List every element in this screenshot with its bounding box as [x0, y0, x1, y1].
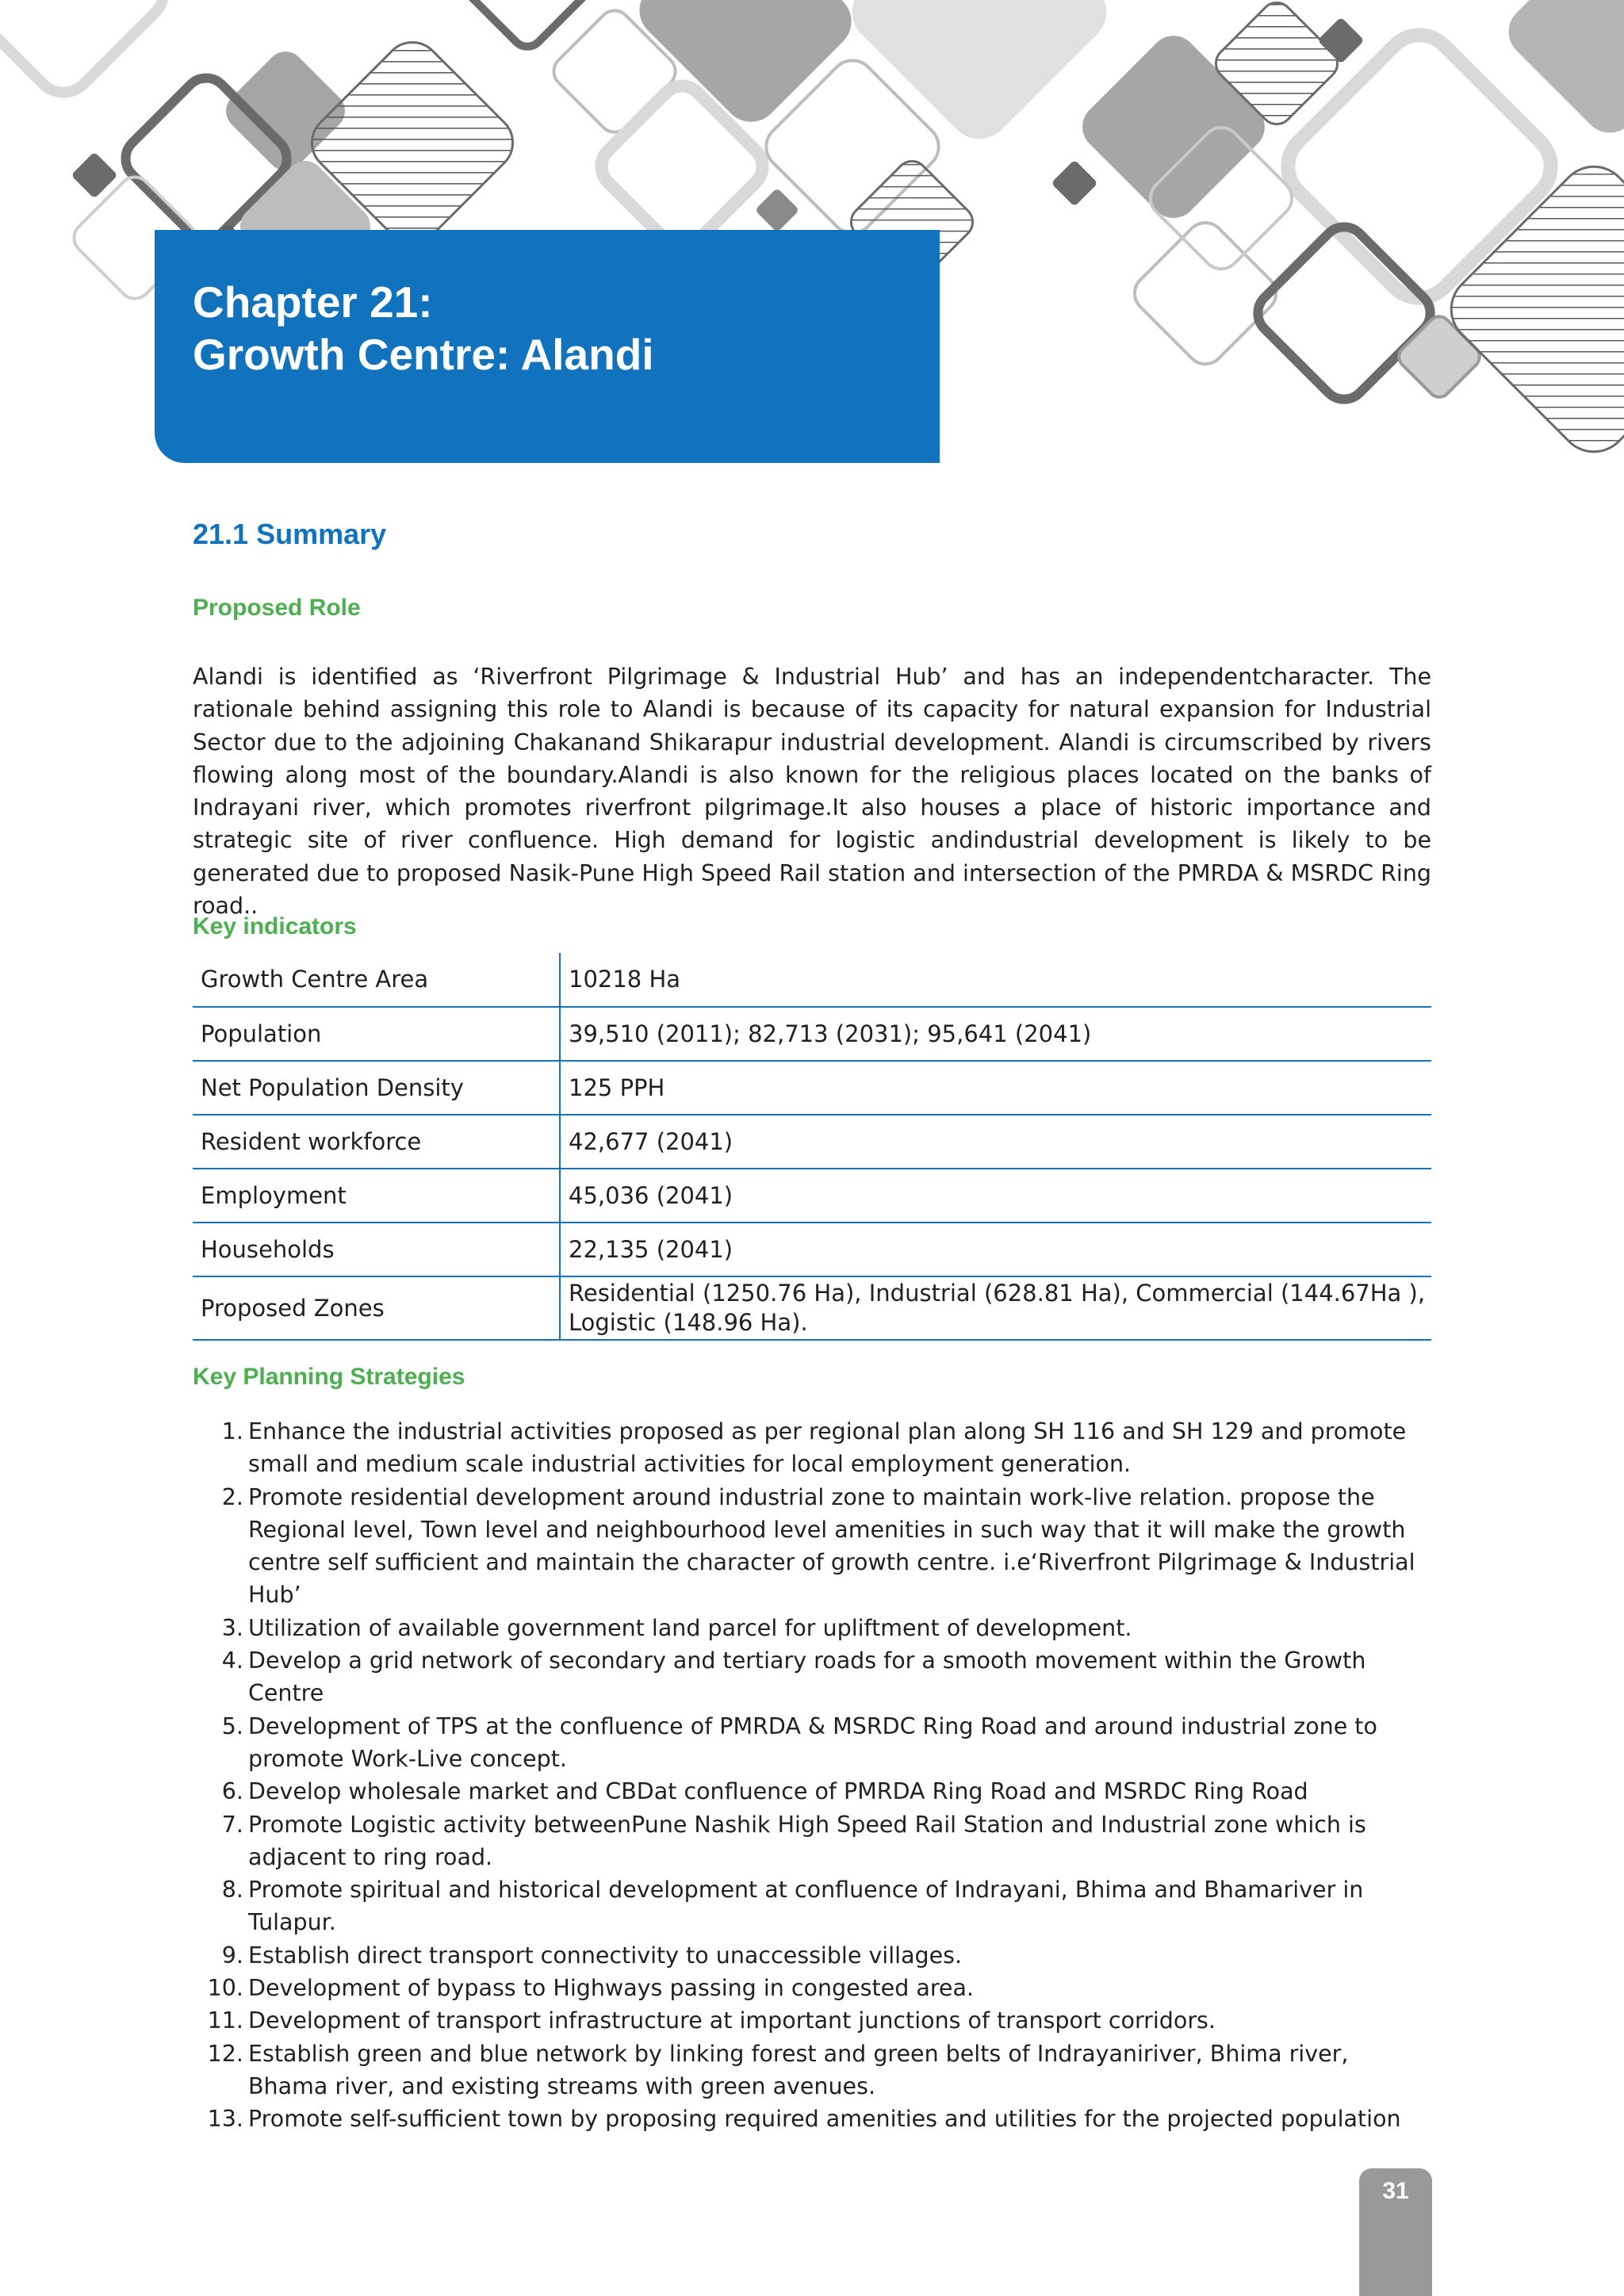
indicator-label: Resident workforce	[193, 1115, 560, 1169]
list-item	[193, 1481, 1431, 1612]
indicator-label: Population	[193, 1007, 560, 1061]
indicator-value: 42,677 (2041)	[560, 1115, 1431, 1169]
section-title: 21.1 Summary	[193, 518, 387, 550]
indicator-label: Employment	[193, 1169, 560, 1223]
list-text: Utilization of available government land parcel for upliftment of development.	[248, 1614, 1132, 1641]
key-planning-strategies-heading: Key Planning Strategies	[193, 1364, 465, 1390]
list-item	[193, 1808, 1431, 1874]
table-row	[193, 1169, 1431, 1223]
chapter-banner	[155, 230, 940, 463]
list-text: Promote self-sufficient town by proposing required amenities and utilities for the projected population	[248, 2106, 1401, 2133]
list-number: 13.	[207, 2106, 243, 2133]
table-row	[193, 1223, 1431, 1276]
list-number: 5.	[221, 1712, 243, 1739]
list-text: Development of TPS at the confluence of PMRDA & MSRDC Ring Road and around industrial zone to promote Work-Live concept.	[248, 1712, 1377, 1772]
table-row	[193, 953, 1431, 1007]
list-text: Promote spiritual and historical development at confluence of Indrayani, Bhima and Bhamariver in Tulapur.	[248, 1877, 1364, 1936]
table-row	[193, 1007, 1431, 1061]
list-number: 10.	[207, 1975, 243, 2002]
proposed-role-heading: Proposed Role	[193, 595, 361, 621]
list-text: Develop wholesale market and CBDat confluence of PMRDA Ring Road and MSRDC Ring Road	[248, 1778, 1308, 1805]
list-item	[193, 1939, 1431, 1972]
list-text: Promote residential development around industrial zone to maintain work-live relation. propose the Regional level, Town level and neighbourhood level amenities in such way that it will make the growth centre self sufficient and maintain the character of growth centre. i.e‘Riverfront Pilgrimage & Industrial Hub’	[248, 1483, 1415, 1609]
chapter-title: Growth Centre: Alandi	[193, 330, 654, 379]
indicator-value: 22,135 (2041)	[560, 1223, 1431, 1276]
list-item	[193, 1710, 1431, 1776]
table-row	[193, 1061, 1431, 1115]
list-text: Establish direct transport connectivity to unaccessible villages.	[248, 1942, 963, 1969]
list-number: 2.	[221, 1483, 243, 1510]
indicator-value: Residential (1250.76 Ha), Industrial (628.81 Ha), Commercial (144.67Ha ), Logistic (148.96 Ha).	[560, 1276, 1431, 1340]
indicator-value: 39,510 (2011); 82,713 (2031); 95,641 (2041)	[560, 1007, 1431, 1061]
indicator-label: Growth Centre Area	[193, 953, 560, 1007]
list-item	[193, 2103, 1431, 2135]
list-number: 12.	[207, 2040, 243, 2067]
list-text: Promote Logistic activity betweenPune Nashik High Speed Rail Station and Industrial zone which is adjacent to ring road.	[248, 1811, 1366, 1870]
key-indicators-heading: Key indicators	[193, 913, 357, 939]
strategies-list	[193, 1415, 1431, 2136]
list-item	[193, 2004, 1431, 2037]
list-item	[193, 1775, 1431, 1808]
list-item	[193, 1873, 1431, 1939]
table-row	[193, 1115, 1431, 1169]
list-item	[193, 1644, 1431, 1710]
list-number: 3.	[221, 1614, 243, 1641]
list-text: Develop a grid network of secondary and tertiary roads for a smooth movement within the Growth Centre	[248, 1647, 1366, 1707]
indicator-value: 10218 Ha	[560, 953, 1431, 1007]
list-text: Development of bypass to Highways passing in congested area.	[248, 1975, 974, 2002]
list-text: Enhance the industrial activities proposed as per regional plan along SH 116 and SH 129 and promote small and medium scale industrial activities for local employment generation.	[248, 1418, 1407, 1478]
key-indicators-table	[193, 953, 1431, 1341]
table-row	[193, 1276, 1431, 1340]
list-number: 6.	[221, 1778, 243, 1805]
list-number: 9.	[221, 1942, 243, 1969]
list-text: Establish green and blue network by linking forest and green belts of Indrayaniriver, Bhima river, Bhama river, and existing streams with green avenues.	[248, 2040, 1349, 2099]
indicator-label: Households	[193, 1223, 560, 1276]
list-number: 7.	[221, 1811, 243, 1838]
list-item	[193, 1972, 1431, 2004]
indicator-value: 45,036 (2041)	[560, 1169, 1431, 1223]
indicator-value: 125 PPH	[560, 1061, 1431, 1115]
list-number: 4.	[221, 1647, 243, 1674]
list-number: 1.	[221, 1418, 243, 1445]
chapter-number: Chapter 21:	[193, 277, 433, 327]
list-item	[193, 2038, 1431, 2103]
list-number: 11.	[207, 2007, 243, 2034]
indicator-label: Proposed Zones	[193, 1276, 560, 1340]
list-item	[193, 1612, 1431, 1644]
list-text: Development of transport infrastructure at important junctions of transport corridors.	[248, 2007, 1216, 2034]
indicator-label: Net Population Density	[193, 1061, 560, 1115]
list-item	[193, 1415, 1431, 1481]
page-number: 31	[1359, 2168, 1432, 2296]
list-number: 8.	[221, 1877, 243, 1904]
proposed-role-text: Alandi is identified as ‘Riverfront Pilgrimage & Industrial Hub’ and has an independentcharacter. The rationale behind assigning this role to Alandi is because of its capacity for natural expansion for Industrial Sector due to the adjoining Chakanand Shikarapur industrial development. Alandi is circumscribed by rivers flowing along most of the boundary.Alandi is also known for the religious places located on the banks of Indrayani river, which promotes riverfront pilgrimage.It also houses a place of historic importance and strategic site of river confluence. High demand for logistic andindustrial development is likely to be generated due to proposed Nasik-Pune High Speed Rail station and intersection of the PMRDA & MSRDC Ring road..	[193, 664, 1431, 920]
